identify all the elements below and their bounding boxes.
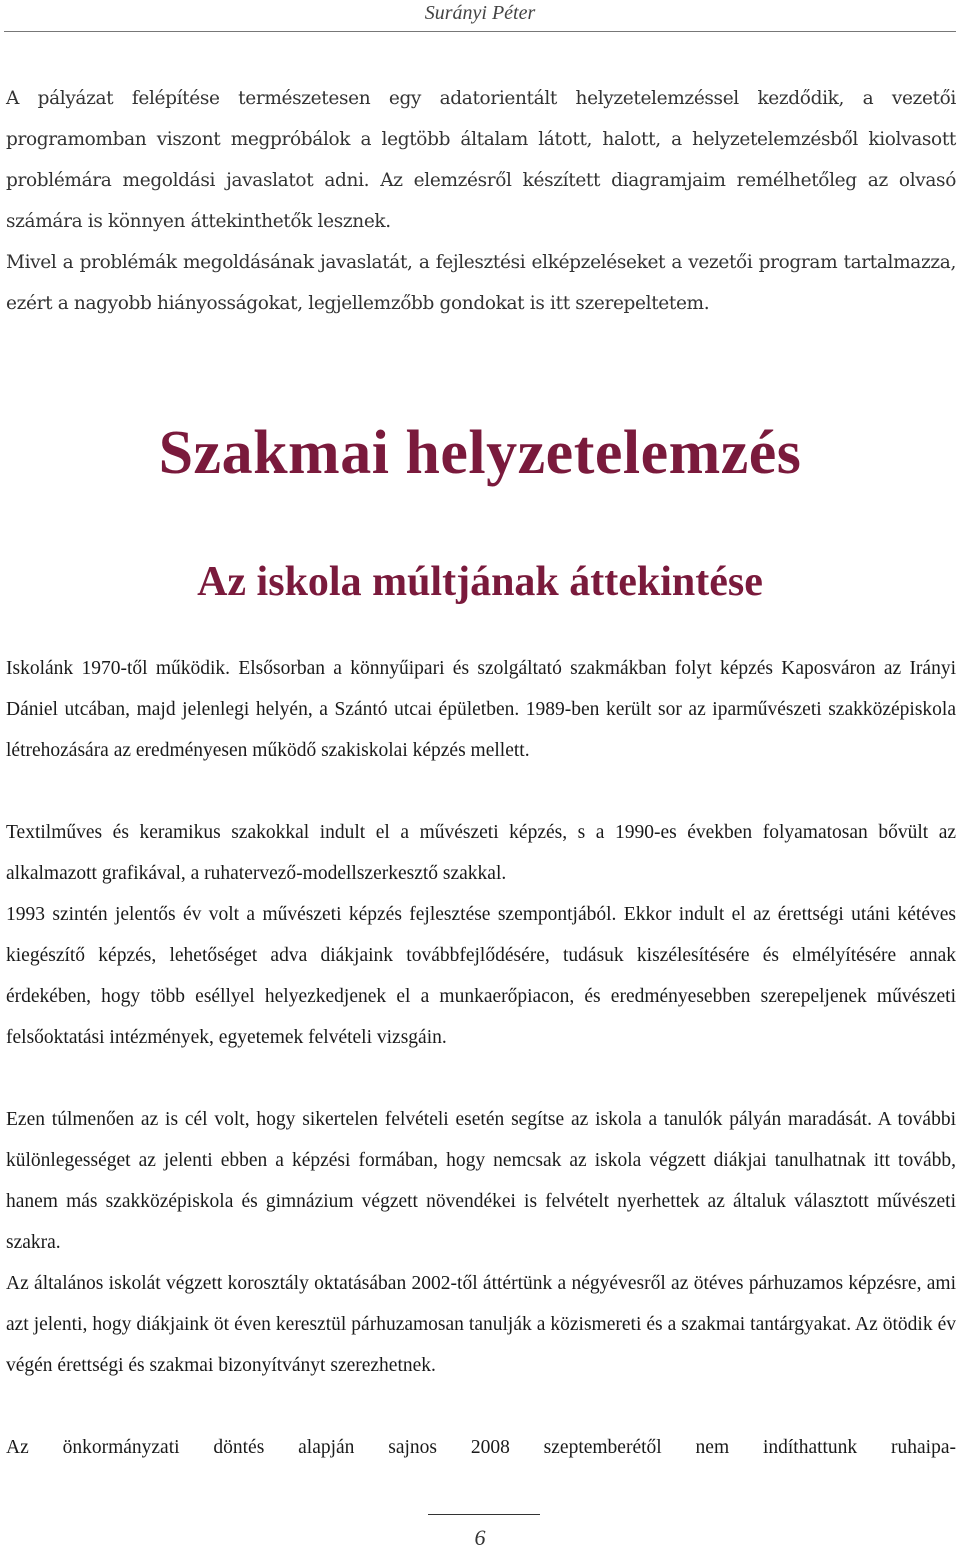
body-paragraph-5: Az általános iskolát végzett korosztály oktatásában 2002-től áttértünk a négyévesről az ötéves párhuzamos képzésre, ami azt jelenti, hogy diákjaink öt éven keresztül párhuzamosan tanulják a közismereti és a szakmai tantárgyakat. Az ötödik év végén érettségi és szakmai bizonyítványt szerezhetnek.: [6, 1273, 956, 1376]
body-paragraph-4: Ezen túlmenően az is cél volt, hogy sikertelen felvételi esetén segítse az iskola a tanulók pályán maradását. A további különlegességet az jelenti ebben a képzési formában, hogy nemcsak az iskola végzett diákjai tanulhatnak itt tovább, hanem más szakközépiskola és gimnázium végzett növendékei is felvételt nyerhettek az általuk választott művészeti szakra.: [6, 1109, 956, 1253]
header-rule: [4, 31, 956, 32]
page-header: [0, 0, 960, 32]
body-paragraph-2: Textilműves és keramikus szakokkal indult el a művészeti képzés, s a 1990-es években folyamatosan bővült az alkalmazott grafikával, a ruhatervező-modellszerkesztő szakkal.: [6, 822, 956, 884]
section-subtitle: Az iskola múltjának áttekintése: [197, 559, 763, 605]
section-title: Szakmai helyzetelemzés: [158, 419, 802, 487]
intro-paragraph-2: Mivel a problémák megoldásának javaslatát, a fejlesztési elképzeléseket a vezetői program tartalmazza, ezért a nagyobb hiányosságokat, legjellemzőbb gondokat is itt szerepeltetem.: [6, 252, 956, 314]
body-paragraph-1: Iskolánk 1970-től működik. Elsősorban a könnyűipari és szolgáltató szakmákban folyt képzés Kaposváron az Irányi Dániel utcában, majd jelenlegi helyén, a Szántó utcai épületben. 1989-ben került sor az iparművészeti szakközépiskola létrehozására az eredményesen működő szakiskolai képzés mellett.: [6, 658, 956, 761]
footer-rule: [428, 1514, 540, 1515]
header-author: Surányi Péter: [424, 2, 536, 24]
page-number: 6: [474, 1525, 486, 1550]
body-paragraph-3: 1993 szintén jelentős év volt a művészeti képzés fejlesztése szempontjából. Ekkor indult el az érettségi utáni kétéves kiegészítő képzés, lehetőséget adva diákjaink továbbfejlődésére, tudásuk kiszélesítésére és elmélyítésére annak érdekében, hogy több eséllyel helyezkedjenek el a munkaerőpiacon, és eredményesebben szerepeljenek művészeti felsőoktatási intézmények, egyetemek felvételi vizsgáin.: [6, 904, 956, 1048]
intro-paragraph-1: A pályázat felépítése természetesen egy adatorientált helyzetelemzéssel kezdődik, a vezetői programomban viszont megpróbálok a legtöbb általam látott, halott, a helyzetelemzésből kiolvasott problémára megoldási javaslatot adni. Az elemzésről készített diagramjaim remélhetőleg az olvasó számára is könnyen áttekinthetők lesznek.: [6, 88, 956, 232]
body-paragraph-6: Az önkormányzati döntés alapján sajnos 2008 szeptemberétől nem indíthattunk ruhaipa-: [6, 1437, 956, 1458]
